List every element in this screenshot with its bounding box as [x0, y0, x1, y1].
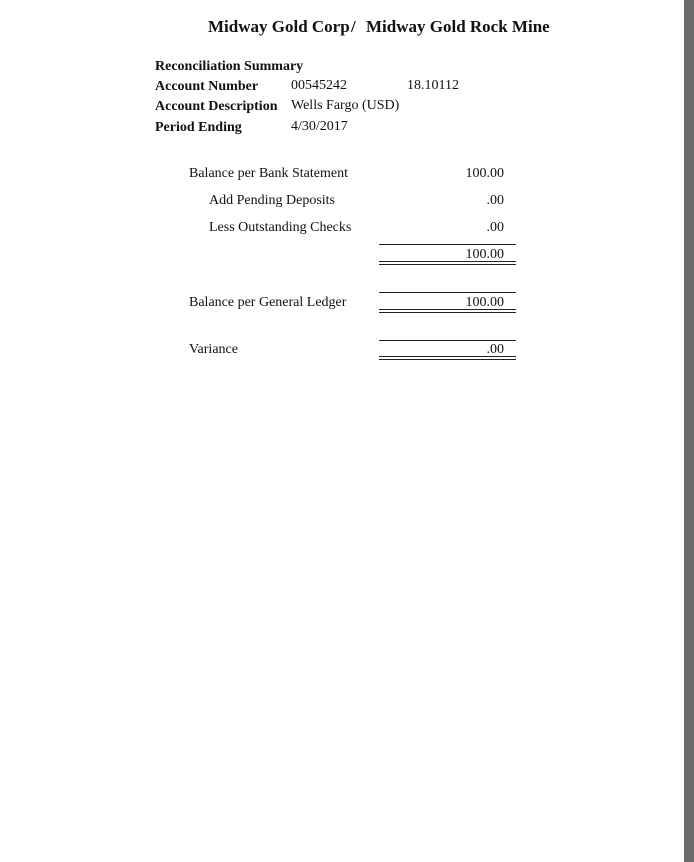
variance-top-rule [379, 340, 516, 341]
company-name: Midway Gold Corp [208, 17, 350, 36]
pending-deposits-value: .00 [486, 193, 504, 208]
outstanding-checks-label: Less Outstanding Checks [209, 220, 352, 235]
bank-balance-value: 100.00 [465, 166, 504, 181]
summary-heading: Reconciliation Summary [155, 59, 304, 74]
ledger-double-rule-1 [379, 309, 516, 310]
subtotal-double-rule-2 [379, 264, 516, 265]
outstanding-checks-value: .00 [486, 220, 504, 235]
ledger-balance-label: Balance per General Ledger [189, 295, 347, 310]
variance-double-rule-1 [379, 356, 516, 357]
header-separator: / [351, 17, 356, 36]
account-number-label: Account Number [155, 79, 259, 94]
period-ending-label: Period Ending [155, 120, 242, 135]
ledger-double-rule-2 [379, 312, 516, 313]
variance-label: Variance [189, 342, 238, 357]
subtotal-double-rule-1 [379, 261, 516, 262]
subtotal-top-rule [379, 244, 516, 245]
ledger-top-rule [379, 292, 516, 293]
variance-double-rule-2 [379, 359, 516, 360]
page-edge-bar [684, 0, 694, 862]
account-description-label: Account Description [155, 99, 278, 114]
account-description-value: Wells Fargo (USD) [291, 98, 400, 113]
ledger-balance-value: 100.00 [465, 295, 504, 310]
variance-value: .00 [486, 342, 504, 357]
pending-deposits-label: Add Pending Deposits [209, 193, 335, 208]
period-ending-value: 4/30/2017 [291, 119, 348, 134]
gl-code-value: 18.10112 [407, 78, 459, 93]
account-number-value: 00545242 [291, 78, 347, 93]
adjusted-balance-value: 100.00 [465, 247, 504, 262]
mine-name: Midway Gold Rock Mine [366, 17, 550, 36]
bank-balance-label: Balance per Bank Statement [189, 166, 348, 181]
